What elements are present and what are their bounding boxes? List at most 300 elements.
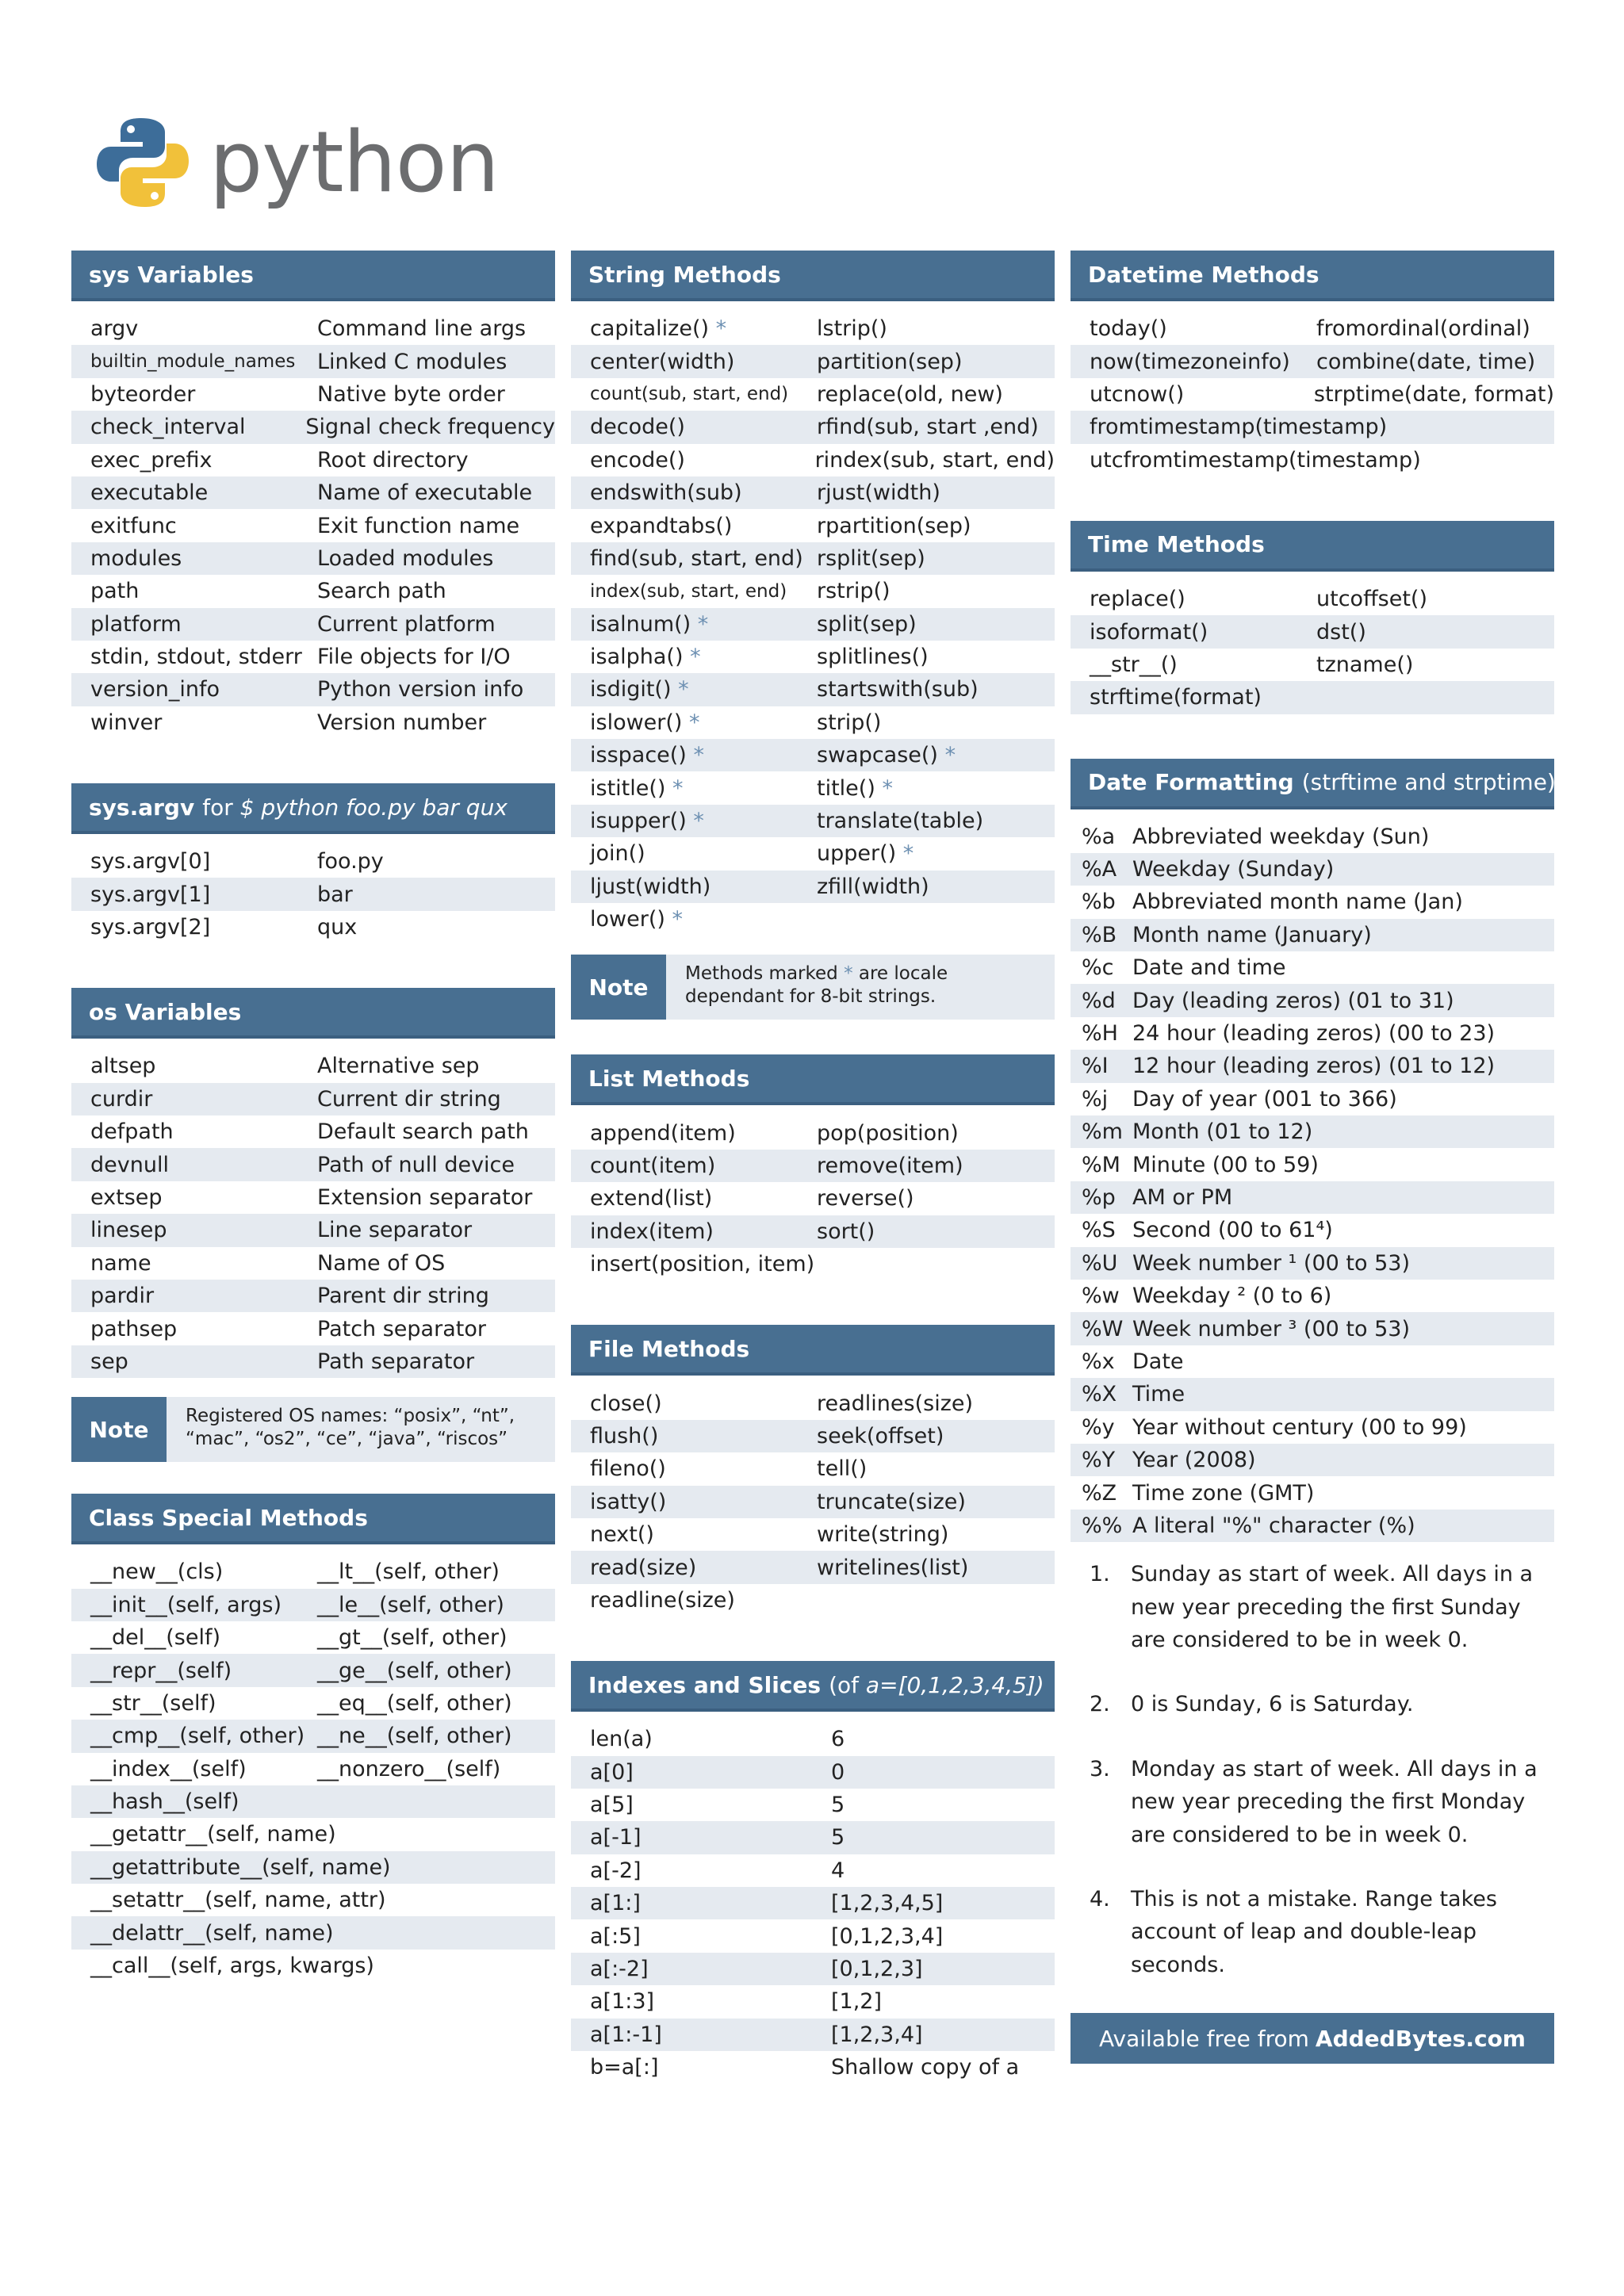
row-key: %x [1082, 1349, 1115, 1374]
row-key: isatty() [590, 1489, 667, 1514]
slices-table [571, 1723, 1055, 2084]
row-key: %c [1082, 955, 1114, 981]
table-row [571, 641, 1055, 673]
row-value: Current platform [317, 611, 496, 637]
table-row [1071, 1181, 1554, 1214]
row-key: %U [1082, 1250, 1118, 1276]
file-methods-section [571, 1325, 1055, 1617]
footnote [1071, 1753, 1554, 1851]
table-row [71, 312, 555, 345]
table-row [571, 903, 1055, 936]
row-value: File objects for I/O [317, 645, 511, 670]
table-row [71, 1785, 555, 1818]
row-value: Path of null device [317, 1152, 515, 1177]
row-key: exitfunc [90, 513, 177, 538]
row-value: startswith(sub) [817, 677, 979, 702]
row-key: isupper() * [590, 809, 704, 834]
row-value: __le__(self, other) [317, 1592, 504, 1617]
row-value: bar [317, 882, 353, 907]
row-key: utcnow() [1090, 381, 1185, 407]
table-row [71, 706, 555, 739]
row-key: a[0] [590, 1759, 634, 1785]
row-value: title() * [817, 775, 893, 801]
footnote-text [1131, 1753, 1554, 1851]
table-row [571, 1756, 1055, 1789]
table-row [571, 1248, 1055, 1280]
row-value: tzname() [1316, 652, 1414, 677]
row-key: winver [90, 710, 163, 735]
row-key: index(item) [590, 1219, 714, 1244]
row-key: sys.argv[0] [90, 849, 211, 874]
list-methods-section [571, 1054, 1055, 1280]
table-row [571, 1551, 1055, 1583]
python-snake-icon [94, 113, 192, 212]
row-value: Shallow copy of a [831, 2055, 1020, 2080]
table-row [571, 706, 1055, 739]
row-value: write(string) [817, 1522, 949, 1548]
section-header: File Methods [571, 1325, 1055, 1376]
table-row [571, 444, 1055, 476]
table-row [571, 509, 1055, 541]
row-value: Command line args [317, 316, 527, 342]
row-value: Parent dir string [317, 1284, 489, 1309]
table-row [1071, 345, 1554, 377]
table-row [571, 1584, 1055, 1617]
table-row [1071, 411, 1554, 443]
row-key: executable [90, 480, 209, 506]
row-value: 24 hour (leading zeros) (00 to 23) [1132, 1021, 1496, 1047]
locale-star: * [672, 775, 684, 801]
header-for: for [202, 794, 233, 821]
note-text-b: are locale [858, 963, 948, 985]
row-key: flush() [590, 1423, 659, 1448]
star-marker: * [844, 963, 853, 985]
row-key: isdigit() * [590, 677, 689, 702]
row-key: %S [1082, 1218, 1116, 1243]
row-key: __str__() [1090, 652, 1178, 677]
table-row [571, 1387, 1055, 1419]
row-value: 5 [831, 1825, 845, 1850]
note-text [167, 1397, 555, 1462]
row-key: isalnum() * [590, 611, 709, 637]
section-header: Time Methods [1071, 521, 1554, 572]
note-text-a: Methods marked [685, 963, 838, 985]
row-value: AM or PM [1132, 1185, 1233, 1210]
row-value: split(sep) [817, 611, 917, 637]
row-value: 6 [831, 1727, 845, 1752]
table-row [1071, 1115, 1554, 1148]
row-key: a[1:-1] [590, 2022, 662, 2047]
row-key: curdir [90, 1086, 153, 1112]
table-row [71, 608, 555, 641]
row-key: check_interval [90, 415, 246, 440]
row-value: 4 [831, 1858, 845, 1883]
table-row [571, 1452, 1055, 1485]
table-row [1071, 378, 1554, 411]
row-value: Year (2008) [1132, 1448, 1256, 1473]
time-methods-table [1071, 583, 1554, 714]
row-key: byteorder [90, 381, 196, 407]
footnote-line: are considered to be in week 0. [1131, 1627, 1469, 1652]
class-special-methods-section [71, 1494, 555, 1982]
row-key: replace() [1090, 587, 1185, 612]
row-key: extsep [90, 1185, 163, 1210]
locale-star: * [678, 677, 689, 702]
row-value: Path separator [317, 1349, 475, 1374]
sys-argv-section [71, 783, 555, 943]
footnote-line: 0 is Sunday, 6 is Saturday. [1131, 1692, 1414, 1717]
row-value: pop(position) [817, 1120, 959, 1146]
table-row [71, 1115, 555, 1148]
row-value: Day of year (001 to 366) [1132, 1086, 1397, 1112]
row-key: a[5] [590, 1793, 634, 1818]
section-header: os Variables [71, 988, 555, 1039]
row-key: __cmp__(self, other) [90, 1724, 305, 1749]
row-key: istitle() * [590, 775, 684, 801]
sys-argv-table [71, 845, 555, 943]
row-value: Weekday (Sunday) [1132, 857, 1335, 882]
table-row [71, 1753, 555, 1785]
row-key: path [90, 579, 140, 604]
table-row [571, 1116, 1055, 1149]
row-value: rindex(sub, start, end) [814, 447, 1055, 473]
table-row [71, 1247, 555, 1280]
row-key: %H [1082, 1021, 1118, 1047]
row-value: Week number ¹ (00 to 53) [1132, 1250, 1410, 1276]
row-key: readline(size) [590, 1587, 735, 1613]
row-value: rstrip() [817, 579, 891, 604]
row-value: translate(table) [817, 809, 984, 834]
note-text [666, 955, 1055, 1020]
row-value: 12 hour (leading zeros) (01 to 12) [1132, 1054, 1496, 1079]
table-row [71, 411, 555, 443]
table-row [571, 2019, 1055, 2051]
table-row [571, 1887, 1055, 1919]
table-row [71, 1083, 555, 1115]
footnotes [1071, 1558, 1554, 1981]
row-key: %W [1082, 1316, 1124, 1341]
footnote [1071, 1688, 1554, 1720]
footnote-text [1131, 1883, 1554, 1981]
table-row [1071, 821, 1554, 853]
table-row [1071, 1083, 1554, 1115]
row-value: __nonzero__(self) [317, 1756, 501, 1781]
row-key: a[-1] [590, 1825, 642, 1850]
row-value: [0,1,2,3,4] [831, 1923, 944, 1949]
row-key: __getattr__(self, name) [90, 1822, 336, 1847]
table-row [71, 641, 555, 673]
row-key: sys.argv[2] [90, 915, 211, 940]
row-key: %a [1082, 824, 1116, 849]
table-row [571, 673, 1055, 706]
row-value: swapcase() * [817, 743, 956, 768]
table-row [571, 771, 1055, 804]
table-row [1071, 919, 1554, 951]
row-key: sys.argv[1] [90, 882, 211, 907]
row-key: %b [1082, 890, 1116, 915]
row-key: index(sub, start, end) [590, 580, 787, 602]
locale-star: * [882, 775, 893, 801]
row-key: __index__(self) [90, 1756, 247, 1781]
row-value: Time [1132, 1382, 1185, 1407]
row-key: __str__(self) [90, 1690, 216, 1716]
table-row [71, 1884, 555, 1916]
table-row [71, 1950, 555, 1982]
row-key: encode() [590, 447, 685, 473]
row-value: Month (01 to 12) [1132, 1119, 1313, 1145]
row-key: %w [1082, 1284, 1120, 1309]
os-variables-table [71, 1050, 555, 1378]
table-row [1071, 444, 1554, 476]
row-key: %I [1082, 1054, 1109, 1079]
table-row [571, 476, 1055, 509]
table-row [1071, 886, 1554, 918]
footnote-number: 2. [1090, 1692, 1110, 1717]
table-row [571, 575, 1055, 607]
row-value: dst() [1316, 619, 1366, 645]
header-array: a=[0,1,2,3,4,5]) [865, 1671, 1044, 1698]
locale-star: * [902, 841, 914, 867]
row-key: a[-2] [590, 1858, 642, 1883]
table-row [71, 1312, 555, 1345]
row-value: foo.py [317, 849, 384, 874]
table-row [71, 476, 555, 509]
datetime-methods-table [1071, 312, 1554, 476]
row-key: a[1:] [590, 1891, 641, 1916]
footer-banner [1071, 2013, 1554, 2064]
python-wordmark: python [209, 113, 499, 211]
row-key: %y [1082, 1414, 1115, 1440]
row-value: A literal "%" character (%) [1132, 1513, 1415, 1538]
row-value: fromordinal(ordinal) [1316, 316, 1530, 342]
row-key: islower() * [590, 710, 700, 735]
table-row [571, 1518, 1055, 1551]
locale-star: * [944, 743, 956, 768]
row-value: Alternative sep [317, 1054, 480, 1079]
row-key: %% [1082, 1513, 1123, 1538]
table-row [71, 575, 555, 607]
row-value: Extension separator [317, 1185, 533, 1210]
row-value: Year without century (00 to 99) [1132, 1414, 1467, 1440]
row-key: next() [590, 1522, 654, 1548]
table-row [71, 911, 555, 943]
row-value: rpartition(sep) [817, 513, 971, 538]
row-key: find(sub, start, end) [590, 545, 803, 571]
note-line: Registered OS names: “posix”, “nt”, [186, 1406, 515, 1427]
table-row [1071, 1017, 1554, 1050]
list-methods-table [571, 1116, 1055, 1280]
table-row [71, 1589, 555, 1621]
table-row [71, 1916, 555, 1949]
row-key: %M [1082, 1152, 1120, 1177]
section-header [71, 783, 555, 834]
row-value: __ne__(self, other) [317, 1724, 512, 1749]
note-line: “mac”, “os2”, “ce”, “java”, “riscos” [186, 1429, 508, 1450]
footnote-number: 4. [1090, 1886, 1110, 1911]
table-row [1071, 615, 1554, 648]
row-value: [1,2,3,4,5] [831, 1891, 944, 1916]
row-value: Current dir string [317, 1086, 501, 1112]
header-sub [202, 794, 508, 821]
section-header: sys Variables [71, 251, 555, 301]
row-key: version_info [90, 677, 220, 702]
row-key: fileno() [590, 1456, 666, 1482]
table-row [1071, 1444, 1554, 1476]
row-value: readlines(size) [817, 1391, 974, 1416]
row-value: Linked C modules [317, 349, 508, 374]
row-key: isalpha() * [590, 645, 701, 670]
row-key: a[1:3] [590, 1989, 655, 2015]
note-line: dependant for 8-bit strings. [685, 986, 936, 1008]
table-row [71, 878, 555, 910]
row-key: strftime(format) [1090, 685, 1262, 710]
locale-star: * [693, 743, 704, 768]
row-key: insert(position, item) [590, 1252, 815, 1277]
row-key: close() [590, 1391, 662, 1416]
locale-star: * [689, 710, 700, 735]
table-row [571, 1789, 1055, 1821]
row-key: %Z [1082, 1480, 1117, 1506]
row-key: count(item) [590, 1154, 716, 1178]
row-value: Minute (00 to 59) [1132, 1152, 1319, 1177]
class-methods-table [71, 1556, 555, 1982]
table-row [1071, 681, 1554, 714]
footnote-line: seconds. [1131, 1952, 1225, 1977]
table-row [71, 509, 555, 541]
header-sub: (strftime and strptime) [1301, 769, 1556, 796]
row-key: expandtabs() [590, 513, 733, 538]
table-row [571, 608, 1055, 641]
header-title: Indexes and Slices [588, 1671, 822, 1698]
row-key: %p [1082, 1185, 1116, 1210]
row-value: combine(date, time) [1316, 349, 1536, 374]
table-row [571, 2051, 1055, 2084]
row-value: __lt__(self, other) [317, 1559, 500, 1585]
row-key: devnull [90, 1152, 169, 1177]
row-value: Default search path [317, 1119, 529, 1145]
table-row [71, 1687, 555, 1720]
row-key: __getattribute__(self, name) [90, 1854, 391, 1880]
table-row [571, 1486, 1055, 1518]
row-value: sort() [817, 1219, 875, 1244]
table-row [571, 312, 1055, 345]
table-row [71, 1050, 555, 1082]
row-value: utcoffset() [1316, 587, 1427, 612]
table-row [571, 1182, 1055, 1215]
row-value: [1,2] [831, 1989, 883, 2015]
footer-prefix: Available free from [1099, 2025, 1309, 2052]
row-key: __new__(cls) [90, 1559, 224, 1585]
row-value: Line separator [317, 1218, 473, 1243]
row-value: qux [317, 915, 358, 940]
row-value: upper() * [817, 841, 914, 867]
string-methods-table [571, 312, 1055, 936]
row-value: Time zone (GMT) [1132, 1480, 1315, 1506]
row-key: argv [90, 316, 139, 342]
row-value: Loaded modules [317, 545, 494, 571]
row-value: seek(offset) [817, 1423, 944, 1448]
row-value: Patch separator [317, 1316, 486, 1341]
table-row [71, 1181, 555, 1214]
table-row [571, 1420, 1055, 1452]
row-value: Version number [317, 710, 487, 735]
string-methods-section [571, 251, 1055, 936]
table-row [571, 1215, 1055, 1248]
row-value: Second (00 to 61⁴) [1132, 1218, 1333, 1243]
row-key: lower() * [590, 907, 683, 932]
locale-star: * [715, 316, 727, 342]
locale-star: * [697, 611, 709, 637]
date-formatting-section [1071, 759, 1554, 1543]
table-row [1071, 1378, 1554, 1410]
datetime-methods-section [1071, 251, 1554, 476]
table-row [571, 1985, 1055, 2018]
row-key: capitalize() * [590, 316, 727, 342]
table-row [571, 739, 1055, 771]
table-row [571, 1821, 1055, 1854]
footnote-line: account of leap and double-leap [1131, 1919, 1477, 1945]
table-row [71, 1851, 555, 1884]
row-key: fromtimestamp(timestamp) [1090, 415, 1388, 440]
string-note [571, 955, 1055, 1020]
footnote [1071, 1558, 1554, 1656]
row-value: rfind(sub, start ,end) [817, 415, 1039, 440]
header-of: (of [829, 1671, 860, 1698]
row-key: utcfromtimestamp(timestamp) [1090, 447, 1421, 473]
row-key: platform [90, 611, 182, 637]
table-row [1071, 1476, 1554, 1509]
section-header: Datetime Methods [1071, 251, 1554, 301]
table-row [71, 444, 555, 476]
row-value: tell() [817, 1456, 868, 1482]
time-methods-section [1071, 521, 1554, 714]
row-key: now(timezoneinfo) [1090, 349, 1290, 374]
note-label: Note [71, 1397, 167, 1462]
sys-variables-section [71, 251, 555, 739]
row-key: %X [1082, 1382, 1117, 1407]
row-value: splitlines() [817, 645, 929, 670]
footnote-line: Monday as start of week. All days in a [1131, 1756, 1538, 1781]
table-row [1071, 1280, 1554, 1312]
table-row [1071, 1050, 1554, 1082]
table-row [571, 542, 1055, 575]
row-key: __repr__(self) [90, 1658, 232, 1683]
table-row [1071, 1148, 1554, 1181]
footnote-line: This is not a mistake. Range takes [1131, 1886, 1497, 1911]
row-key: __setattr__(self, name, attr) [90, 1888, 386, 1913]
table-row [1071, 951, 1554, 984]
table-row [571, 871, 1055, 903]
table-row [71, 1556, 555, 1588]
row-key: decode() [590, 415, 685, 440]
table-row [71, 1654, 555, 1686]
row-key: stdin, stdout, stderr [90, 645, 302, 670]
row-key: %m [1082, 1119, 1123, 1145]
row-value: Abbreviated weekday (Sun) [1132, 824, 1430, 849]
row-key: today() [1090, 316, 1167, 342]
row-value: 5 [831, 1793, 845, 1818]
row-value: reverse() [817, 1186, 914, 1211]
row-value: __eq__(self, other) [317, 1690, 512, 1716]
table-row [71, 378, 555, 411]
column-left [71, 251, 555, 2026]
footnote-line: Sunday as start of week. All days in a [1131, 1562, 1534, 1587]
row-value: Week number ³ (00 to 53) [1132, 1316, 1410, 1341]
header-command: $ python foo.py bar qux [239, 794, 508, 821]
row-key: join() [590, 841, 645, 867]
table-row [571, 1723, 1055, 1755]
row-value: truncate(size) [817, 1489, 966, 1514]
